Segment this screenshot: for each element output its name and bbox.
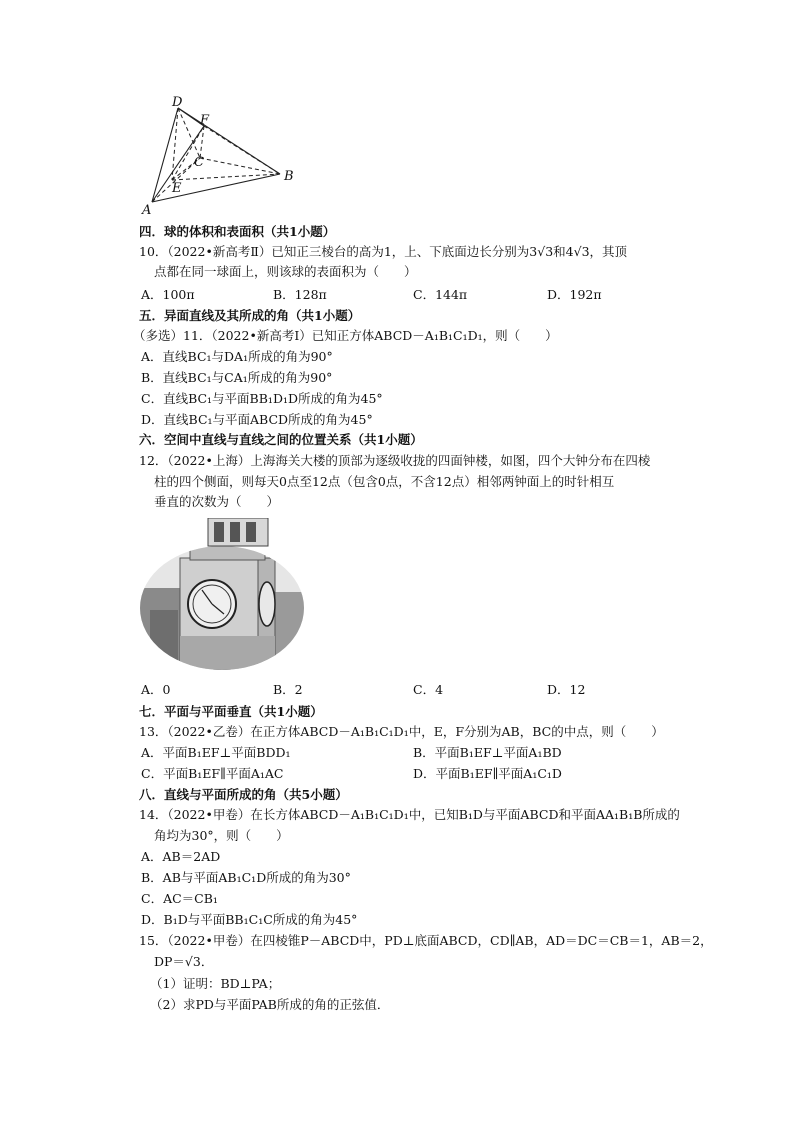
- label-d: D: [172, 96, 183, 110]
- q15-line2: DP＝√3．: [154, 954, 214, 969]
- label-e: E: [172, 181, 182, 196]
- q13-option-b: B．平面B₁EF⊥平面A₁BD: [413, 745, 562, 760]
- q11-option-b: B．直线BC₁与CA₁所成的角为90°: [141, 370, 333, 385]
- section6-heading: 六．空间中直线与直线之间的位置关系（共1小题）: [139, 432, 423, 447]
- q10-option-a: A．100π: [141, 287, 195, 302]
- q10-option-b: B．128π: [273, 287, 327, 302]
- clock-tower-photo: [140, 518, 305, 670]
- q11-stem: （多选）11．（2022•新高考Ⅰ）已知正方体ABCD－A₁B₁C₁D₁，则（ ）: [133, 328, 558, 343]
- q13-option-d: D．平面B₁EF∥平面A₁C₁D: [413, 766, 562, 781]
- label-f: F: [200, 113, 210, 128]
- q12-option-b: B．2: [273, 682, 303, 697]
- q14-option-a: A．AB＝2AD: [141, 849, 221, 864]
- q10-line1: 10．（2022•新高考Ⅱ）已知正三棱台的高为1，上、下底面边长分别为3√3和4√3，其顶: [139, 244, 628, 259]
- section4-heading: 四．球的体积和表面积（共1小题）: [139, 224, 336, 239]
- q12-option-c: C．4: [413, 682, 444, 697]
- tetrahedron-figure: [138, 96, 298, 220]
- label-b: B: [284, 169, 294, 184]
- label-c: C: [194, 155, 204, 170]
- q12-line3: 垂直的次数为（ ）: [154, 494, 280, 509]
- q11-option-d: D．直线BC₁与平面ABCD所成的角为45°: [141, 412, 373, 427]
- q10-option-c: C．144π: [413, 287, 468, 302]
- q13-option-c: C．平面B₁EF∥平面A₁AC: [141, 766, 284, 781]
- q12-option-d: D．12: [547, 682, 586, 697]
- q10-line2: 点都在同一球面上，则该球的表面积为（ ）: [154, 264, 417, 279]
- section8-heading: 八．直线与平面所成的角（共5小题）: [139, 787, 348, 802]
- q13-stem: 13．（2022•乙卷）在正方体ABCD－A₁B₁C₁D₁中，E，F分别为AB，BC的中点，则（ ）: [139, 724, 664, 739]
- q12-option-a: A．0: [141, 682, 171, 697]
- q15-part2: （2）求PD与平面PAB所成的角的正弦值．: [150, 997, 390, 1012]
- q12-line2: 柱的四个侧面，则每天0点至12点（包含0点，不含12点）相邻两钟面上的时针相互: [154, 474, 615, 489]
- section5-heading: 五．异面直线及其所成的角（共1小题）: [139, 308, 361, 323]
- q14-line1: 14．（2022•甲卷）在长方体ABCD－A₁B₁C₁D₁中，已知B₁D与平面ABCD和平面AA₁B₁B所成的: [139, 807, 680, 822]
- q11-option-c: C．直线BC₁与平面BB₁D₁D所成的角为45°: [141, 391, 383, 406]
- q14-option-c: C．AC＝CB₁: [141, 891, 218, 906]
- q10-option-d: D．192π: [547, 287, 602, 302]
- q14-line2: 角均为30°，则（ ）: [154, 828, 289, 843]
- q14-option-d: D．B₁D与平面BB₁C₁C所成的角为45°: [141, 912, 358, 927]
- q15-line1: 15．（2022•甲卷）在四棱锥P－ABCD中，PD⊥底面ABCD，CD∥AB，AD＝DC＝CB＝1，AB＝2，: [139, 933, 713, 948]
- q14-option-b: B．AB与平面AB₁C₁D所成的角为30°: [141, 870, 351, 885]
- q13-option-a: A．平面B₁EF⊥平面BDD₁: [141, 745, 291, 760]
- label-a: A: [142, 203, 152, 218]
- q15-part1: （1）证明：BD⊥PA；: [150, 976, 281, 991]
- section7-heading: 七．平面与平面垂直（共1小题）: [139, 704, 323, 719]
- q12-line1: 12．（2022•上海）上海海关大楼的顶部为逐级收拢的四面钟楼，如图，四个大钟分布在四棱: [139, 453, 651, 468]
- q11-option-a: A．直线BC₁与DA₁所成的角为90°: [141, 349, 333, 364]
